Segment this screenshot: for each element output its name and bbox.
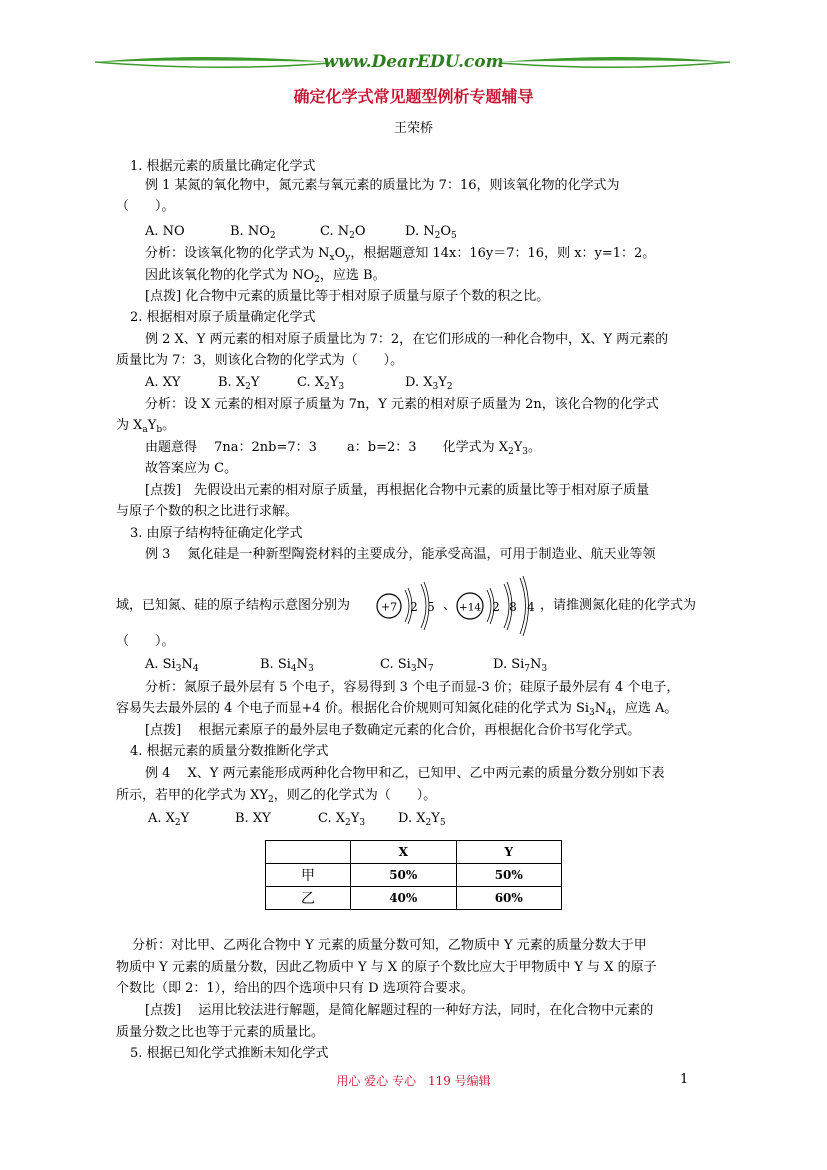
s3-blank: （ ）。 [116, 634, 175, 649]
row-label: 乙 [266, 887, 351, 910]
footer-text: 用心 爱心 专心 119 号编辑 [336, 1074, 491, 1088]
s3-analysis: 分析：氮原子最外层有 5 个电子，容易得到 3 个电子而显-3 价；硅原子最外层有 4 个电子， [145, 680, 680, 695]
s1-analysis: 分析：设该氧化物的化学式为 $N_xO_y$，根据题意知 14x：16y＝7：16，则 x：y=1：2。 [145, 246, 656, 263]
option-c: C. $Si_3N_7$ [380, 657, 434, 674]
author: 王荣桥 [393, 121, 433, 136]
option-b: B. $X_2Y$ [218, 375, 260, 392]
table-row [266, 864, 562, 887]
mass-fraction-table [265, 840, 562, 910]
section-2-heading: 2. 根据相对原子质量确定化学式 [130, 310, 316, 325]
option-d: D. $X_2Y_5$ [398, 811, 446, 828]
s1-conclusion: 因此该氧化物的化学式为 $NO_2$，应选 B。 [145, 268, 386, 285]
shell-1: 2 [410, 600, 418, 614]
s3-analysis-cont: 容易失去最外层的 4 个电子而显+4 价。根据化合价规则可知氮化硅的化学式为 $Si_3N_4$，应选 A。 [116, 701, 678, 718]
option-d: D. $X_3Y_2$ [405, 375, 453, 392]
silicon-atom-diagram [456, 574, 546, 638]
s4-example: 例 4 X、Y 两元素能形成两种化合物甲和乙，已知甲、乙中两元素的质量分数分别如下表 [145, 766, 665, 781]
table-header-x: X [351, 841, 457, 864]
option-c: C. $X_2Y_3$ [297, 375, 345, 392]
nucleus-label: +14 [458, 601, 482, 614]
s4-analysis: 分析：对比甲、乙两化合物中 Y 元素的质量分数可知，乙物质中 Y 元素的质量分数大于甲 [132, 938, 647, 953]
table-cell: 50% [351, 864, 457, 887]
site-logo[interactable]: www.DearEDU.com [323, 52, 504, 72]
s2-conclusion: 故答案应为 C。 [145, 461, 238, 476]
shell-2: 5 [427, 600, 435, 614]
s3-tip: [点拨] 根据元素原子的最外层电子数确定元素的化合价，再根据化合价书写化学式。 [145, 723, 641, 738]
option-d: D. $Si_7N_3$ [493, 657, 548, 674]
s3-question: ，请推测氮化硅的化学式为 [540, 598, 697, 613]
s2-analysis-cont: 为 $X_aY_b$。 [116, 418, 176, 435]
section-1-heading: 1. 根据元素的质量比确定化学式 [130, 159, 316, 174]
s3-example-cont: 域，已知氮、硅的原子结构示意图分别为 [116, 598, 351, 613]
option-a: A. $Si_3N_4$ [145, 657, 199, 674]
s2-tip: [点拨] 先假设出元素的相对原子质量，再根据化合物中元素的质量比等于相对原子质量 [145, 483, 650, 498]
option-b: B. $NO_2$ [230, 224, 276, 241]
table-header-y: Y [456, 841, 562, 864]
table-row [266, 887, 562, 910]
s3-separator: 、 [443, 598, 457, 613]
s1-example-blank: （ ）。 [116, 199, 175, 214]
s1-tip: [点拨] 化合物中元素的质量比等于相对原子质量与原子个数的积之比。 [145, 289, 550, 304]
option-d: D. $N_2O_5$ [405, 224, 457, 241]
s2-tip-cont: 与原子个数的积之比进行求解。 [116, 504, 299, 519]
option-a: A. NO [145, 224, 185, 239]
section-4-heading: 4. 根据元素的质量分数推断化学式 [130, 744, 329, 759]
s2-derivation: 由题意得 7na：2nb=7：3 a：b=2：3 化学式为 $X_2Y_3$。 [145, 440, 542, 457]
nitrogen-atom-diagram [375, 576, 445, 636]
s2-example-cont: 质量比为 7：3，则该化合物的化学式为（ ）。 [116, 353, 404, 368]
page-title: 确定化学式常见题型例析专题辅导 [293, 87, 534, 106]
shell-2: 8 [509, 600, 517, 614]
option-b: B. XY [235, 811, 271, 826]
s4-tip-cont: 质量分数之比也等于元素的质量比。 [116, 1025, 325, 1040]
section-5-heading: 5. 根据已知化学式推断未知化学式 [130, 1046, 329, 1061]
table-cell: 40% [351, 887, 457, 910]
table-cell [266, 841, 351, 864]
s4-tip: [点拨] 运用比较法进行解题，是简化解题过程的一种好方法，同时，在化合物中元素的 [145, 1003, 654, 1018]
nucleus-label: +7 [380, 600, 398, 614]
option-a: A. XY [145, 375, 181, 390]
s4-analysis-cont: 物质中 Y 元素的质量分数，因此乙物质中 Y 与 X 的原子个数比应大于甲物质中 Y 与 X 的原子 [116, 960, 657, 975]
shell-3: 4 [527, 600, 535, 614]
s2-example: 例 2 X、Y 两元素的相对原子质量比为 7：2，在它们形成的一种化合物中，X、Y 两元素的 [145, 332, 669, 347]
section-3-heading: 3. 由原子结构特征确定化学式 [130, 526, 303, 541]
s4-analysis-cont2: 个数比（即 2：1），给出的四个选项中只有 D 选项符合要求。 [116, 981, 474, 996]
s1-example: 例 1 某氮的氧化物中，氮元素与氧元素的质量比为 7：16，则该氧化物的化学式为 [145, 178, 620, 193]
s4-example-cont: 所示，若甲的化学式为 $XY_2$，则乙的化学式为（ ）。 [116, 788, 437, 805]
option-c: C. $N_2O$ [320, 224, 366, 241]
s2-analysis: 分析：设 X 元素的相对原子质量为 7n，Y 元素的相对原子质量为 2n，该化合物的化学式 [145, 397, 659, 412]
option-b: B. $Si_4N_3$ [260, 657, 314, 674]
table-cell: 50% [456, 864, 562, 887]
table-cell: 60% [456, 887, 562, 910]
shell-1: 2 [492, 600, 500, 614]
row-label: 甲 [266, 864, 351, 887]
table-header-row [266, 841, 562, 864]
page-number: 1 [680, 1072, 689, 1087]
s3-example: 例 3 氮化硅是一种新型陶瓷材料的主要成分，能承受高温，可用于制造业、航天业等领 [145, 547, 656, 562]
option-a: A. $X_2Y$ [148, 811, 190, 828]
option-c: C. $X_2Y_3$ [318, 811, 366, 828]
